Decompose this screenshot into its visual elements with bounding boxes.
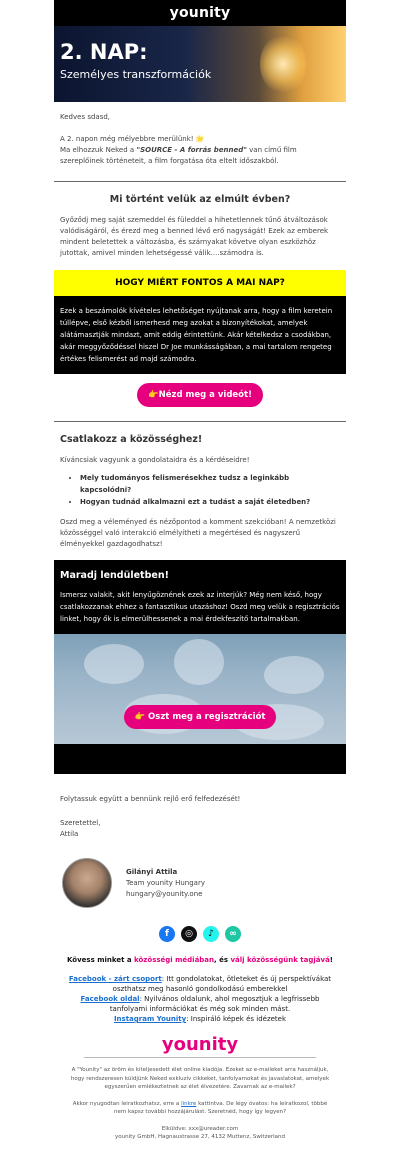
social-icons — [54, 926, 346, 942]
community-link[interactable]: válj közösségünk tagjává — [230, 956, 330, 964]
instagram-text: : Inspiráló képek és idézetek — [186, 1015, 287, 1023]
momentum-text: Ismersz valakit, akit lenyűgöznének ezek az interjúk? Még nem késő, hogy csatlakozzanak ehhez a fantasztikus utazáshoz! Oszd meg velük a regisztrációs linket, hogy ők is elmerülhessenek a mai érdekfeszítő tartalmakban. — [54, 581, 346, 634]
divider — [54, 181, 346, 182]
watch-video-button[interactable]: 👉Nézd meg a videót! — [137, 383, 263, 407]
hero-title: 2. NAP: — [60, 40, 148, 64]
follow-text-mid: , és — [214, 956, 231, 964]
momentum-heading: Maradj lendületben! — [60, 570, 169, 581]
facebook-group-link[interactable]: Facebook - zárt csoport — [68, 975, 162, 983]
ig-row — [62, 1014, 338, 1024]
community-text-2: Oszd meg a véleményed és nézőpontod a komment szekcióban! A nemzetközi közösséggel való interakció elmélyítheti a megértésed és nagyszerű élményekkel gazdagodhatsz! — [60, 518, 336, 548]
facebook-icon[interactable]: f — [159, 926, 175, 942]
greeting: Kedves sdasd, — [60, 113, 111, 121]
fb-group-row — [62, 974, 338, 994]
questions-list — [60, 472, 340, 508]
signature-role: Team younity Hungary — [126, 878, 205, 887]
section-heading-past-year: Mi történt velük az elmúlt évben? — [109, 194, 291, 205]
question-item: • Hogyan tudnád alkalmazni ezt a tudást a saját életedben? — [80, 496, 340, 508]
hero-subtitle: Személyes transzformációk — [60, 68, 212, 81]
community-section — [54, 434, 346, 550]
intro-section — [54, 112, 346, 167]
instagram-link[interactable]: Instagram Younity — [113, 1015, 187, 1023]
question-item: • Mely tudományos felismerésekhez tudsz a leginkább kapcsolódni? — [80, 472, 340, 496]
fb-page-row — [62, 994, 338, 1014]
social-media-link[interactable]: közösségi médiában — [134, 956, 215, 964]
hero-banner — [54, 26, 346, 102]
footer-sender: Elküldve: xxx@ureader.com — [161, 1125, 239, 1132]
avatar — [62, 858, 112, 908]
community-heading: Csatlakozz a közösséghez! — [60, 434, 203, 445]
why-today-text: Ezek a beszámolók kívételes lehetőséget nyújtanak arra, hogy a film keretein túllépve, első kézből ismerhesd meg azokat a bizonyítékokat, amelyek alátámasztják mindazt, amit eddig érintettünk. Akár kételkedsz a csodákban, akár meggyőződéssel hiszel Dr Joe munkásságában, a mai tartalom rengeteg értékes felismerést ad majd számodra. — [60, 307, 333, 363]
past-year-section — [54, 215, 346, 259]
unsubscribe-link[interactable]: linkre — [181, 1100, 197, 1107]
follow-text-end: ! — [329, 956, 333, 964]
social-links — [54, 974, 346, 1024]
share-registration-button[interactable]: 👉 Oszt meg a regisztrációt — [124, 705, 277, 729]
follow-text: Kövess minket a — [67, 956, 135, 964]
why-today-banner: HOGY MIÉRT FONTOS A MAI NAP? — [54, 270, 346, 296]
facebook-page-text: : Nyilvános oldalunk, ahol megosztjuk a legfrissebb tanfolyami információkat és még sok minden mást. — [109, 995, 320, 1013]
tiktok-icon[interactable]: ♪ — [203, 926, 219, 942]
why-today-box — [54, 296, 346, 374]
instagram-icon[interactable]: ◎ — [181, 926, 197, 942]
past-year-text: Győződj meg saját szemeddel és füleddel a hihetetlennek tűnő átváltozások valódiságáról, és érezd meg a benned lévő erő nagyságát! Ezek az emberek mindent beletettek a változásba, és szárnyakat követve olyan eszközhöz jutottak, amivel minden lehetségessé válik....számodra is. — [60, 216, 329, 257]
footer-divider — [84, 1057, 316, 1058]
closing-regards: Szeretettel, — [60, 819, 101, 827]
share-button-wrap — [54, 704, 346, 729]
footer-unsubscribe — [54, 1100, 346, 1117]
link-icon[interactable]: ∞ — [225, 926, 241, 942]
momentum-spacer — [54, 744, 346, 774]
momentum-box — [54, 560, 346, 774]
community-text: Kíváncsiak vagyunk a gondolataidra és a kérdéseidre! — [60, 456, 250, 464]
video-button-wrap — [54, 382, 346, 407]
closing-name: Attila — [60, 830, 79, 838]
closing-line: Folytassuk együtt a bennünk rejlő erő felfedezését! — [60, 795, 241, 803]
unsubscribe-text: Akkor nyugodtan leiratkozhatsz, erre a — [72, 1100, 182, 1107]
crowd-image — [54, 634, 346, 744]
email-container — [54, 0, 346, 1142]
intro-line-1: A 2. napon még mélyebbre merülünk! 🌟 — [60, 135, 205, 143]
intro-text-after: van című film szereplőinek történeteit, a film forgatása óta eltelt időszakból. — [60, 146, 297, 165]
hero-light-image — [260, 34, 306, 94]
follow-line — [54, 956, 346, 964]
logo[interactable]: younity — [169, 5, 231, 21]
footer-address: younity GmbH, Hagnaustrasse 27, 4132 Muttenz, Switzerland — [115, 1134, 285, 1140]
footer-about: A "Younity" az öröm és kiteljesedett élet online kiadója. Ezeket az e-maileket arra használjuk, hogy rendszeresen küldjünk Neked exkluzív cikkeket, tanfolyamokat és javaslatokat, amelyek egyszerűen emlékeztetnek az élet élvezetére. Zavarnak az e-mailek? — [70, 1067, 330, 1090]
footer-logo[interactable]: younity — [161, 1034, 239, 1055]
closing-section — [54, 794, 346, 840]
signature-email[interactable]: hungary@younity.one — [126, 889, 203, 898]
facebook-page-link[interactable]: Facebook oldal — [80, 995, 140, 1003]
facebook-group-text: : Itt gondolatokat, ötleteket és új perspektívákat oszthatsz meg hasonló gondolkodású emberekkel — [112, 975, 332, 993]
divider — [54, 421, 346, 422]
intro-line-2 — [60, 145, 340, 167]
signature-block — [54, 858, 346, 908]
signature-name: Gilányi Attila — [126, 867, 178, 876]
signature-text — [126, 867, 205, 900]
unsubscribe-text-after: kattintva. De légy óvatos: ha leiratkozol, többé nem kapsz további hozzájárulást. Szeretnéd, hogy így legyen? — [113, 1100, 328, 1115]
intro-text: Ma elhozzuk Neked a — [60, 146, 137, 154]
film-title: "SOURCE - A forrás benned" — [136, 146, 247, 154]
header-bar — [54, 0, 346, 26]
